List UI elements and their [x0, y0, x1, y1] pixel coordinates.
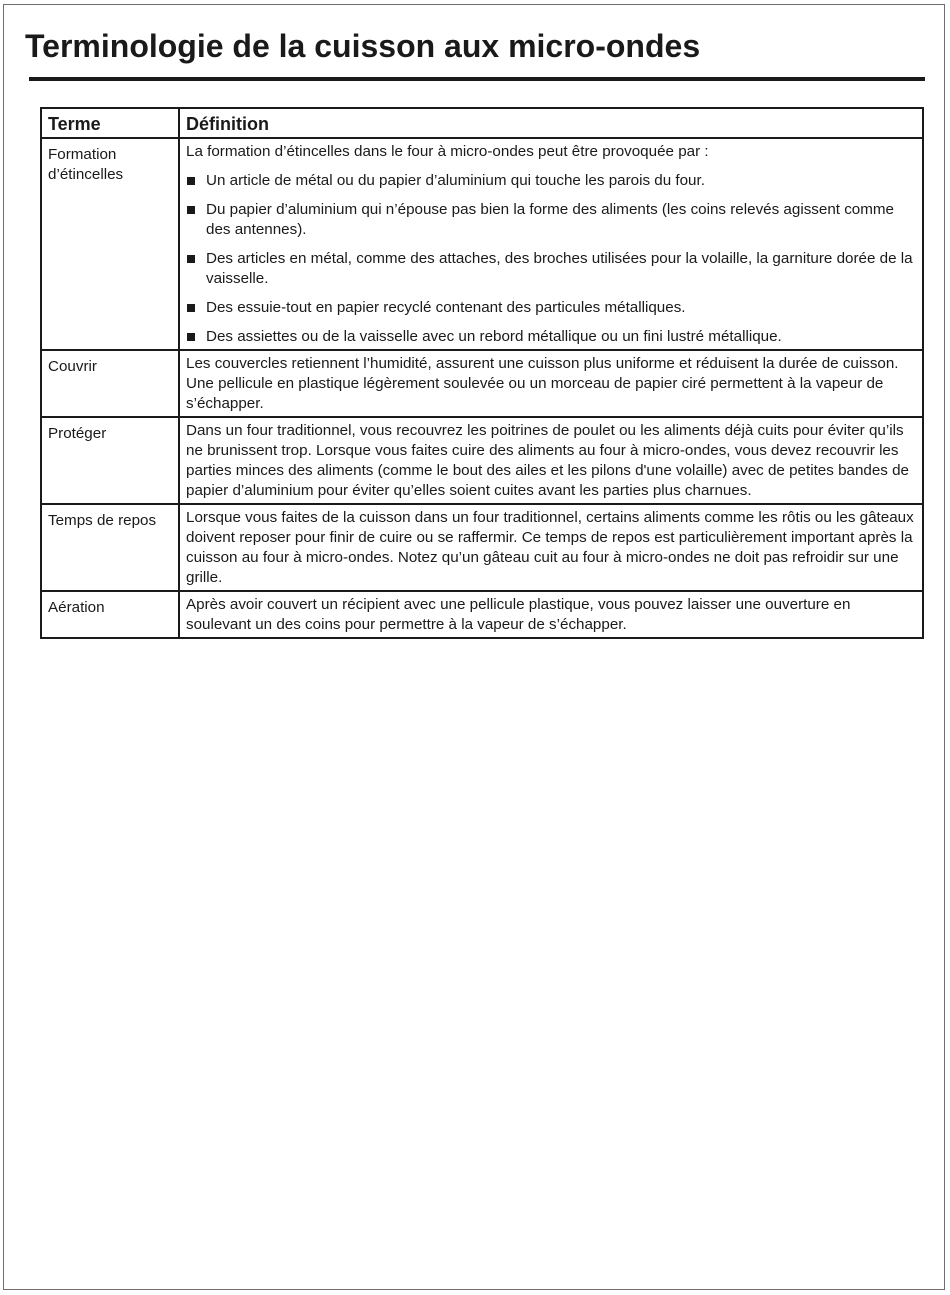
list-item-text: Un article de métal ou du papier d’aluminium qui touche les parois du four.: [206, 172, 705, 189]
list-item: [186, 298, 916, 318]
list-item: [186, 249, 916, 289]
page-title: Terminologie de la cuisson aux micro-ondes: [25, 28, 701, 64]
square-bullet-icon: [187, 255, 195, 263]
term-cell: Protéger: [41, 417, 179, 504]
header-term: Terme: [41, 108, 179, 138]
table-row: [41, 504, 923, 591]
list-item: [186, 171, 916, 191]
term-cell: Aération: [41, 591, 179, 638]
definition-cell: Les couvercles retiennent l’humidité, assurent une cuisson plus uniforme et réduisent la durée de cuisson. Une pellicule en plastique légèrement soulevée ou un morceau de papier ciré permettent à la vapeur de s’échapper.: [179, 350, 923, 417]
header-definition: Définition: [179, 108, 923, 138]
list-item-text: Du papier d’aluminium qui n’épouse pas bien la forme des aliments (les coins relevés agissent comme des antennes).: [206, 201, 894, 238]
square-bullet-icon: [187, 333, 195, 341]
table-row: [41, 138, 923, 350]
table-header-row: [41, 108, 923, 138]
square-bullet-icon: [187, 206, 195, 214]
term-cell: Temps de repos: [41, 504, 179, 591]
list-item: [186, 200, 916, 240]
square-bullet-icon: [187, 304, 195, 312]
definition-text: La formation d’étincelles dans le four à micro-ondes peut être provoquée par :: [186, 143, 709, 160]
square-bullet-icon: [187, 177, 195, 185]
table-row: [41, 591, 923, 638]
list-item: [186, 327, 916, 347]
table-row: [41, 417, 923, 504]
terminology-table: [40, 107, 924, 639]
bullet-list: [186, 171, 916, 347]
definition-cell: Dans un four traditionnel, vous recouvrez les poitrines de poulet ou les aliments déjà cuits pour éviter qu’ils ne brunissent trop. Lorsque vous faites cuire des aliments au four à micro-ondes, vous devez recouvrir les parties minces des aliments (comme le bout des ailes et les pilons d'une volaille) avec de petites bandes de papier d’aluminium pour éviter qu’elles soient cuites avant les parties plus charnues.: [179, 417, 923, 504]
definition-cell: Lorsque vous faites de la cuisson dans un four traditionnel, certains aliments comme les rôtis ou les gâteaux doivent reposer pour finir de cuire ou se raffermir. Ce temps de repos est particulièrement important après la cuisson au four à micro-ondes. Notez qu’un gâteau cuit au four à micro-ondes ne doit pas refroidir sur une grille.: [179, 504, 923, 591]
list-item-text: Des articles en métal, comme des attaches, des broches utilisées pour la volaille, la garniture dorée de la vaisselle.: [206, 250, 913, 287]
definition-cell: Après avoir couvert un récipient avec une pellicule plastique, vous pouvez laisser une ouverture en soulevant un des coins pour permettre à la vapeur de s’échapper.: [179, 591, 923, 638]
title-rule: [29, 77, 925, 81]
definition-cell: [179, 138, 923, 350]
list-item-text: Des essuie-tout en papier recyclé contenant des particules métalliques.: [206, 299, 686, 316]
term-cell: Formation d’étincelles: [41, 138, 179, 350]
list-item-text: Des assiettes ou de la vaisselle avec un rebord métallique ou un fini lustré métallique.: [206, 328, 782, 345]
table-row: [41, 350, 923, 417]
term-cell: Couvrir: [41, 350, 179, 417]
